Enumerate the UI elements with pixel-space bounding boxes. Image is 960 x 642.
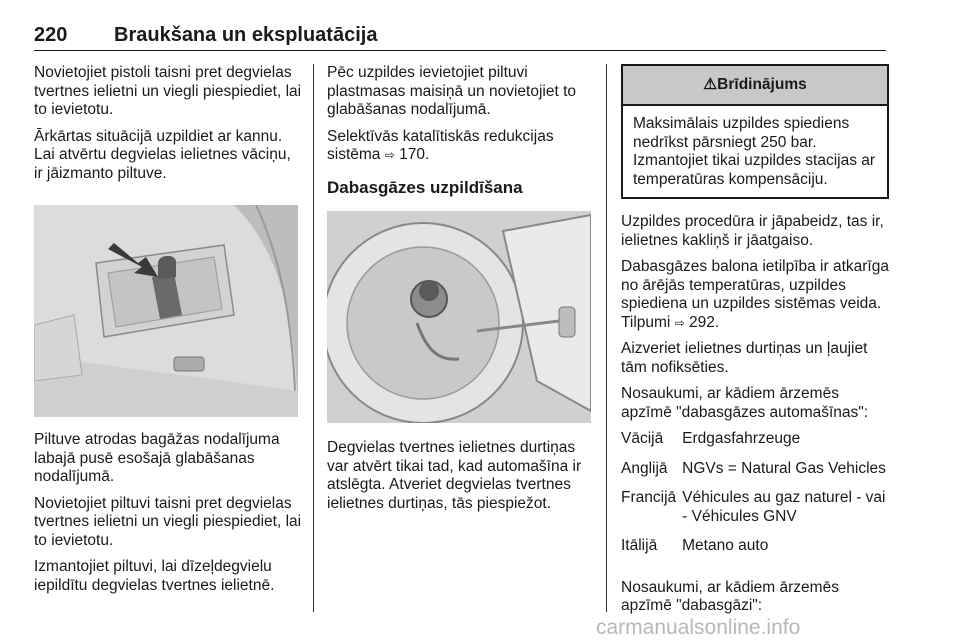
warning-header [623, 66, 887, 106]
section-heading: Dabasgāzes uzpildīšana [327, 177, 523, 197]
paragraph-text: Dabasgāzes balona ietilpība ir atkarīga no ārējās temperatūras, uzpildes spiediena un uzpildes sistēmas veida. Tilpumi [621, 258, 889, 331]
page-number: 220 [34, 24, 68, 46]
country-cell: Itālijā [621, 537, 658, 554]
fuel-filler-drawing [327, 211, 591, 423]
page-reference: 170. [394, 146, 430, 163]
paragraph: Pēc uzpildes ievietojiet piltuvi plastmasas maisiņā un novietojiet to glabāšanas nodalījumā. [327, 64, 576, 118]
warning-line: Izmantojiet tikai uzpildes stacijas ar temperatūras kompensāciju. [633, 152, 876, 188]
table-row [621, 537, 889, 567]
paragraph: Degvielas tvertnes ielietnes durtiņas var atvērt tikai tad, kad automašīna ir atslēgta. Atveriet degvielas tvertnes ielietnes durtiņas, tās piespiežot. [327, 439, 582, 512]
name-cell: Véhicules au gaz naturel - vai - Véhicules GNV [682, 489, 886, 525]
paragraph: Piltuve atrodas bagāžas nodalījuma labajā pusē esošajā glabāšanas nodalījumā. [34, 431, 280, 485]
page-reference-arrow-icon: ⇨ [384, 148, 395, 162]
column-3 [621, 64, 889, 624]
paragraph: Izmantojiet piltuvi, lai dīzeļdegvielu iepildītu degvielas tvertnes ielietnē. [34, 558, 275, 594]
paragraph: Ārkārtas situācijā uzpildiet ar kannu. Lai atvērtu degvielas ielietnes vāciņu, ir jāizmanto piltuve. [34, 127, 291, 182]
warning-body [623, 106, 887, 197]
page-reference-arrow-icon: ⇨ [674, 315, 685, 330]
page-reference: 292. [684, 313, 720, 331]
paragraph: Novietojiet pistoli taisni pret degvielas tvertnes ielietni un viegli piespiediet, lai to ievietotu. [34, 64, 302, 118]
table-row [621, 460, 889, 490]
column-divider-1 [313, 64, 314, 612]
paragraph: Nosaukumi, ar kādiem ārzemēs apzīmē "dabasgāzi": [621, 578, 839, 614]
name-cell: Metano auto [682, 537, 769, 554]
watermark: carmanualsonline.info [596, 616, 801, 639]
warning-box [621, 64, 889, 199]
country-cell: Anglijā [621, 459, 668, 477]
name-table [621, 430, 889, 567]
paragraph: Aizveriet ielietnes durtiņas un ļaujiet tām nofiksēties. [621, 340, 868, 376]
table-row [621, 489, 889, 537]
paragraph-text: Selektīvās katalītiskās redukcijas sistēma [327, 127, 554, 163]
fuel-filler-flap-illustration [327, 211, 591, 423]
warning-icon: ⚠ [703, 76, 718, 93]
paragraph [327, 128, 597, 165]
warning-title: Brīdinājums [717, 76, 807, 93]
page-header [34, 24, 886, 51]
paragraph [621, 258, 889, 332]
name-cell: NGVs = Natural Gas Vehicles [682, 459, 886, 477]
paragraph: Uzpildes procedūra ir jāpabeidz, tas ir, ielietnes kakliņš ir jāatgaiso. [621, 213, 884, 249]
country-cell: Francijā [621, 489, 677, 506]
name-cell: Erdgasfahrzeuge [682, 430, 801, 447]
trunk-storage-illustration [34, 205, 298, 417]
column-divider-2 [606, 64, 607, 612]
column-2 [327, 64, 597, 521]
paragraph: Novietojiet piltuvi taisni pret degvielas tvertnes ielietni un viegli piespiediet, lai to ievietotu. [34, 494, 302, 549]
warning-line: Maksimālais uzpildes spiediens nedrīkst pārsniegt 250 bar. [633, 115, 850, 151]
table-row [621, 430, 889, 460]
paragraph: Nosaukumi, ar kādiem ārzemēs apzīmē "dabasgāzes automašīnas": [621, 385, 869, 421]
country-cell: Vācijā [621, 430, 664, 447]
section-title: Braukšana un ekspluatācija [114, 24, 378, 46]
column-1 [34, 64, 302, 603]
trunk-storage-drawing [34, 205, 298, 417]
